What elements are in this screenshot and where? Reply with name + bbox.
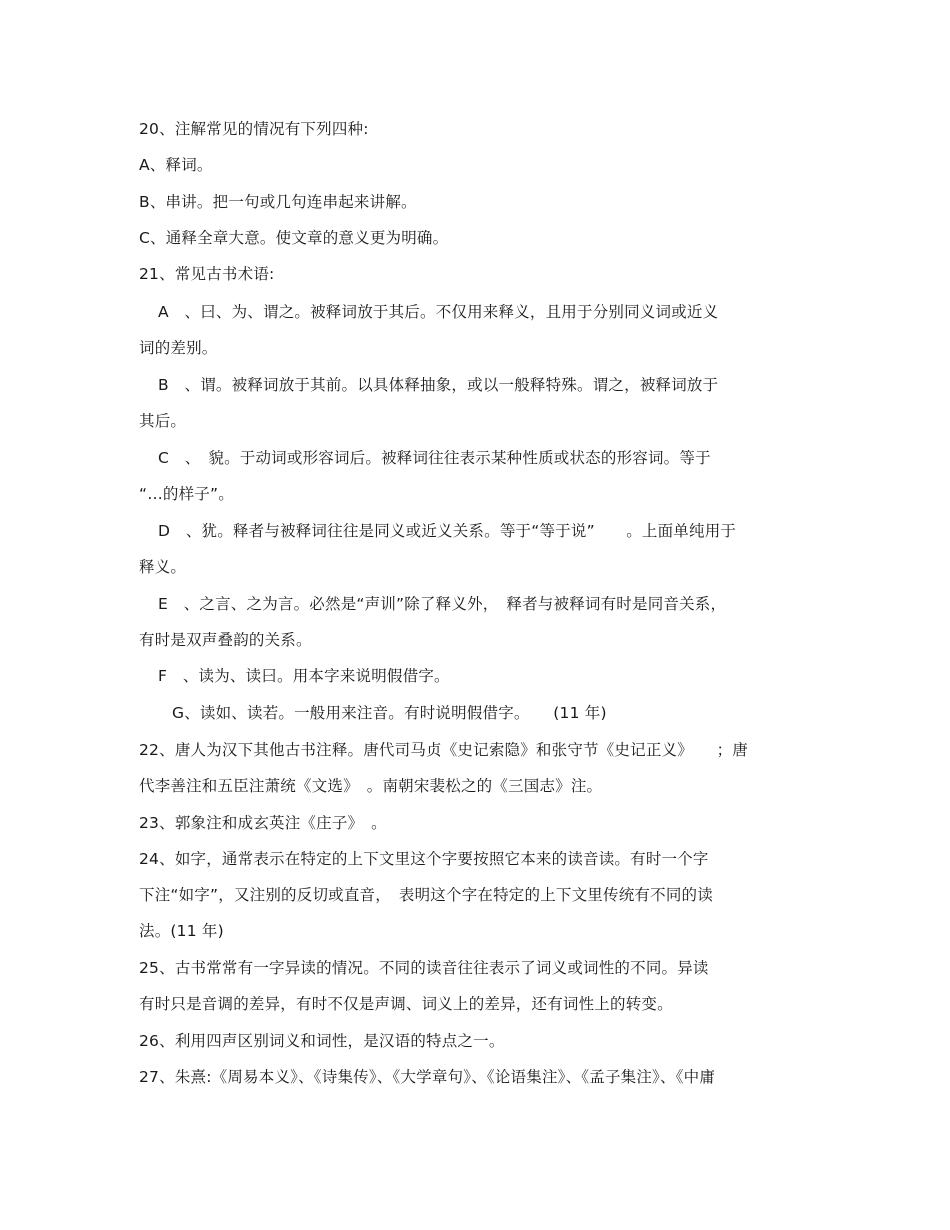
text-line: E 、之言、之为言。必然是“声训”除了释义外， 释者与被释词有时是同音关系， bbox=[158, 595, 727, 613]
text-line: D 、犹。释者与被释词往往是同义或近义关系。等于“等于说” 。上面单纯用于 bbox=[158, 522, 737, 540]
text-line: 27、朱熹:《周易本义》、《诗集传》、《大学章句》、《论语集注》、《孟子集注》、《中庸 bbox=[139, 1068, 716, 1086]
text-line: 23、郭象注和成玄英注《庄子》 。 bbox=[139, 814, 387, 832]
text-line: 24、如字，通常表示在特定的上下文里这个字要按照它本来的读音读。有时一个字 bbox=[139, 850, 709, 868]
text-line: G、读如、读若。一般用来注音。有时说明假借字。 (11 年) bbox=[172, 704, 607, 722]
text-line: C 、 貌。于动词或形容词后。被释词往往表示某种性质或状态的形容词。等于 bbox=[158, 449, 711, 467]
text-line: A 、曰、为、谓之。被释词放于其后。不仅用来释义，且用于分别同义词或近义 bbox=[158, 303, 719, 321]
text-line: 下注“如字”，又注别的反切或直音， 表明这个字在特定的上下文里传统有不同的读 bbox=[139, 886, 713, 904]
text-line: 释义。 bbox=[139, 558, 187, 576]
text-line: 26、利用四声区别词义和词性，是汉语的特点之一。 bbox=[139, 1032, 505, 1050]
text-line: A、释词。 bbox=[139, 156, 213, 174]
text-line: 有时是双声叠韵的关系。 bbox=[139, 631, 312, 649]
text-line: F 、读为、读曰。用本字来说明假借字。 bbox=[158, 667, 450, 685]
text-line: 22、唐人为汉下其他古书注释。唐代司马贞《史记索隐》和张守节《史记正义》 ；唐 bbox=[139, 741, 748, 759]
text-line: 词的差别。 bbox=[139, 339, 218, 357]
text-line: 代李善注和五臣注萧统《文选》 。南朝宋裴松之的《三国志》注。 bbox=[139, 777, 603, 795]
text-line: B、串讲。把一句或几句连串起来讲解。 bbox=[139, 193, 417, 211]
text-line: 法。(11 年) bbox=[139, 922, 224, 940]
text-line: 25、古书常常有一字异读的情况。不同的读音往往表示了词义或词性的不同。异读 bbox=[139, 959, 709, 977]
text-line: 20、注解常见的情况有下列四种: bbox=[139, 120, 369, 138]
text-line: “…的样子”。 bbox=[139, 485, 234, 503]
text-line: C、通释全章大意。使文章的意义更为明确。 bbox=[139, 229, 449, 247]
text-line: 其后。 bbox=[139, 412, 187, 430]
text-line: B 、谓。被释词放于其前。以具体释抽象，或以一般释特殊。谓之，被释词放于 bbox=[158, 376, 719, 394]
text-line: 21、常见古书术语: bbox=[139, 265, 275, 283]
text-line: 有时只是音调的差异，有时不仅是声调、词义上的差异，还有词性上的转变。 bbox=[139, 995, 673, 1013]
